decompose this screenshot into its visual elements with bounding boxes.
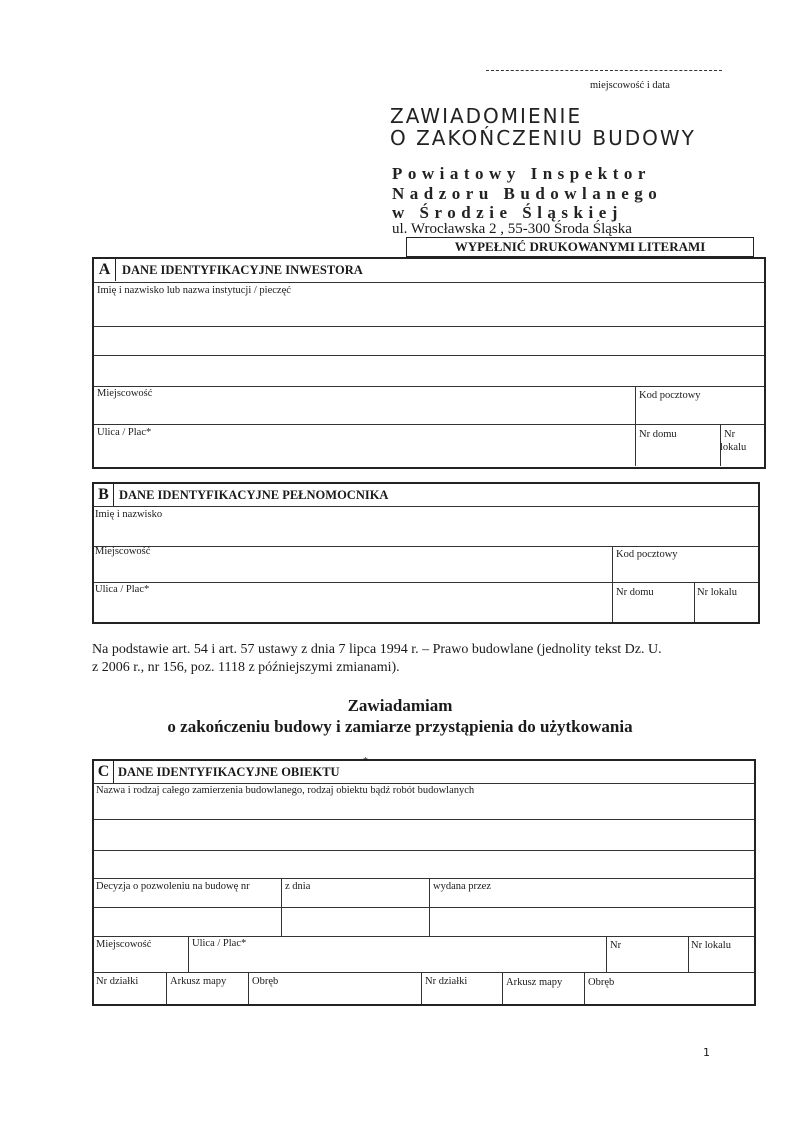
divider <box>94 936 754 937</box>
divider <box>688 936 689 972</box>
divider <box>94 582 758 583</box>
investor-name-label: Imię i nazwisko lub nazwa instytucji / pieczęć <box>97 285 291 296</box>
proxy-apt-no-label: Nr lokalu <box>697 587 737 598</box>
investor-street-field[interactable] <box>94 440 634 466</box>
legal-basis-line2: z 2006 r., nr 156, poz. 1118 z późniejszymi zmianami). <box>92 660 400 675</box>
divider <box>94 506 758 507</box>
divider <box>248 972 249 1004</box>
investor-name-field-line2[interactable] <box>94 327 764 355</box>
map-sheet2-label: Arkusz mapy <box>506 977 563 988</box>
proxy-house-no-label: Nr domu <box>616 587 654 598</box>
divider <box>606 936 607 972</box>
section-c-letter: C <box>94 761 114 783</box>
divider <box>502 972 503 1004</box>
proxy-city-field[interactable] <box>94 558 612 582</box>
section-b-title: DANE IDENTYFIKACYJNE PEŁNOMOCNIKA <box>119 488 389 502</box>
notice-heading-line2: o zakończeniu budowy i zamiarze przystąpienia do użytkowania <box>167 717 633 736</box>
investor-apt-no-label-2: lokalu <box>720 442 747 453</box>
place-date-line <box>486 70 722 71</box>
authority-line3: w Środzie Śląskiej <box>392 203 623 222</box>
investor-postal-field[interactable] <box>636 402 764 424</box>
divider <box>421 972 422 1004</box>
page-number: 1 <box>703 1046 710 1059</box>
section-c-asterisk: * <box>363 756 368 767</box>
object-apt-no-label: Nr lokalu <box>691 940 731 951</box>
section-a-title: DANE IDENTYFIKACYJNE INWESTORA <box>122 263 363 277</box>
proxy-house-no-field[interactable] <box>613 599 693 622</box>
proxy-street-label: Ulica / Plac* <box>95 584 150 595</box>
divider <box>94 282 764 283</box>
proxy-city-label: Miejscowość <box>95 546 151 557</box>
object-street-label: Ulica / Plac* <box>192 938 247 949</box>
authority-line2: Nadzoru Budowlanego <box>392 184 663 203</box>
section-c-title: DANE IDENTYFIKACYJNE OBIEKTU <box>118 765 340 779</box>
plot2-label: Nr działki <box>425 976 468 987</box>
divider <box>94 424 764 425</box>
investor-city-field[interactable] <box>94 400 634 424</box>
notice-heading-line1: Zawiadamiam <box>347 696 453 715</box>
divider <box>94 386 764 387</box>
permit-issued-by-label: wydana przez <box>433 881 492 892</box>
authority-address: ul. Wrocławska 2 , 55-300 Środa Śląska <box>392 221 632 237</box>
object-name-label: Nazwa i rodzaj całego zamierzenia budowlanego, rodzaj obiektu bądź robót budowlanych <box>96 785 475 796</box>
plot1-label: Nr działki <box>96 976 139 987</box>
investor-apt-no-label-1: Nr <box>724 429 736 440</box>
investor-house-no-label: Nr domu <box>639 429 677 440</box>
permit-number-label: Decyzja o pozwoleniu na budowę nr <box>96 881 250 892</box>
form-title-line1: ZAWIADOMIENIE <box>390 104 583 128</box>
fill-instruction-banner: WYPEŁNIĆ DRUKOWANYMI LITERAMI <box>406 237 754 257</box>
authority-line1: Powiatowy Inspektor <box>392 164 651 183</box>
divider <box>94 783 754 784</box>
investor-name-field[interactable] <box>94 296 764 326</box>
proxy-name-field[interactable] <box>94 520 758 546</box>
divider <box>94 546 758 547</box>
divider <box>94 972 754 973</box>
object-name-field[interactable] <box>94 797 754 819</box>
section-a-letter: A <box>94 259 116 281</box>
object-name-field-line3[interactable] <box>94 851 754 878</box>
divider <box>166 972 167 1004</box>
divider <box>94 878 754 879</box>
legal-basis-line1: Na podstawie art. 54 i art. 57 ustawy z dnia 7 lipca 1994 r. – Prawo budowlane (jednolity tekst Dz. U. <box>92 642 662 657</box>
map-sheet1-label: Arkusz mapy <box>170 976 227 987</box>
proxy-postal-label: Kod pocztowy <box>616 549 678 560</box>
object-city-label: Miejscowość <box>96 939 152 950</box>
investor-postal-label: Kod pocztowy <box>639 390 701 401</box>
investor-street-label: Ulica / Plac* <box>97 427 152 438</box>
section-b-letter: B <box>94 484 114 506</box>
investor-city-label: Miejscowość <box>97 388 153 399</box>
permit-date-label: z dnia <box>285 881 311 892</box>
permit-issued-by-field[interactable] <box>430 908 754 936</box>
divider <box>188 936 189 972</box>
permit-date-field[interactable] <box>282 908 428 936</box>
proxy-street-field[interactable] <box>94 596 612 622</box>
object-no-label: Nr <box>610 940 622 951</box>
proxy-postal-field[interactable] <box>613 561 758 582</box>
proxy-apt-no-field[interactable] <box>695 599 758 622</box>
form-title-line2: O ZAKOŃCZENIU BUDOWY <box>390 126 696 150</box>
precinct1-label: Obręb <box>252 976 279 987</box>
divider <box>584 972 585 1004</box>
place-date-label: miejscowość i data <box>590 80 670 91</box>
investor-name-field-line3[interactable] <box>94 356 764 386</box>
proxy-name-label: Imię i nazwisko <box>95 509 163 520</box>
precinct2-label: Obręb <box>588 977 615 988</box>
permit-number-field[interactable] <box>94 908 280 936</box>
object-name-field-line2[interactable] <box>94 820 754 850</box>
investor-house-no-field[interactable] <box>636 442 720 466</box>
